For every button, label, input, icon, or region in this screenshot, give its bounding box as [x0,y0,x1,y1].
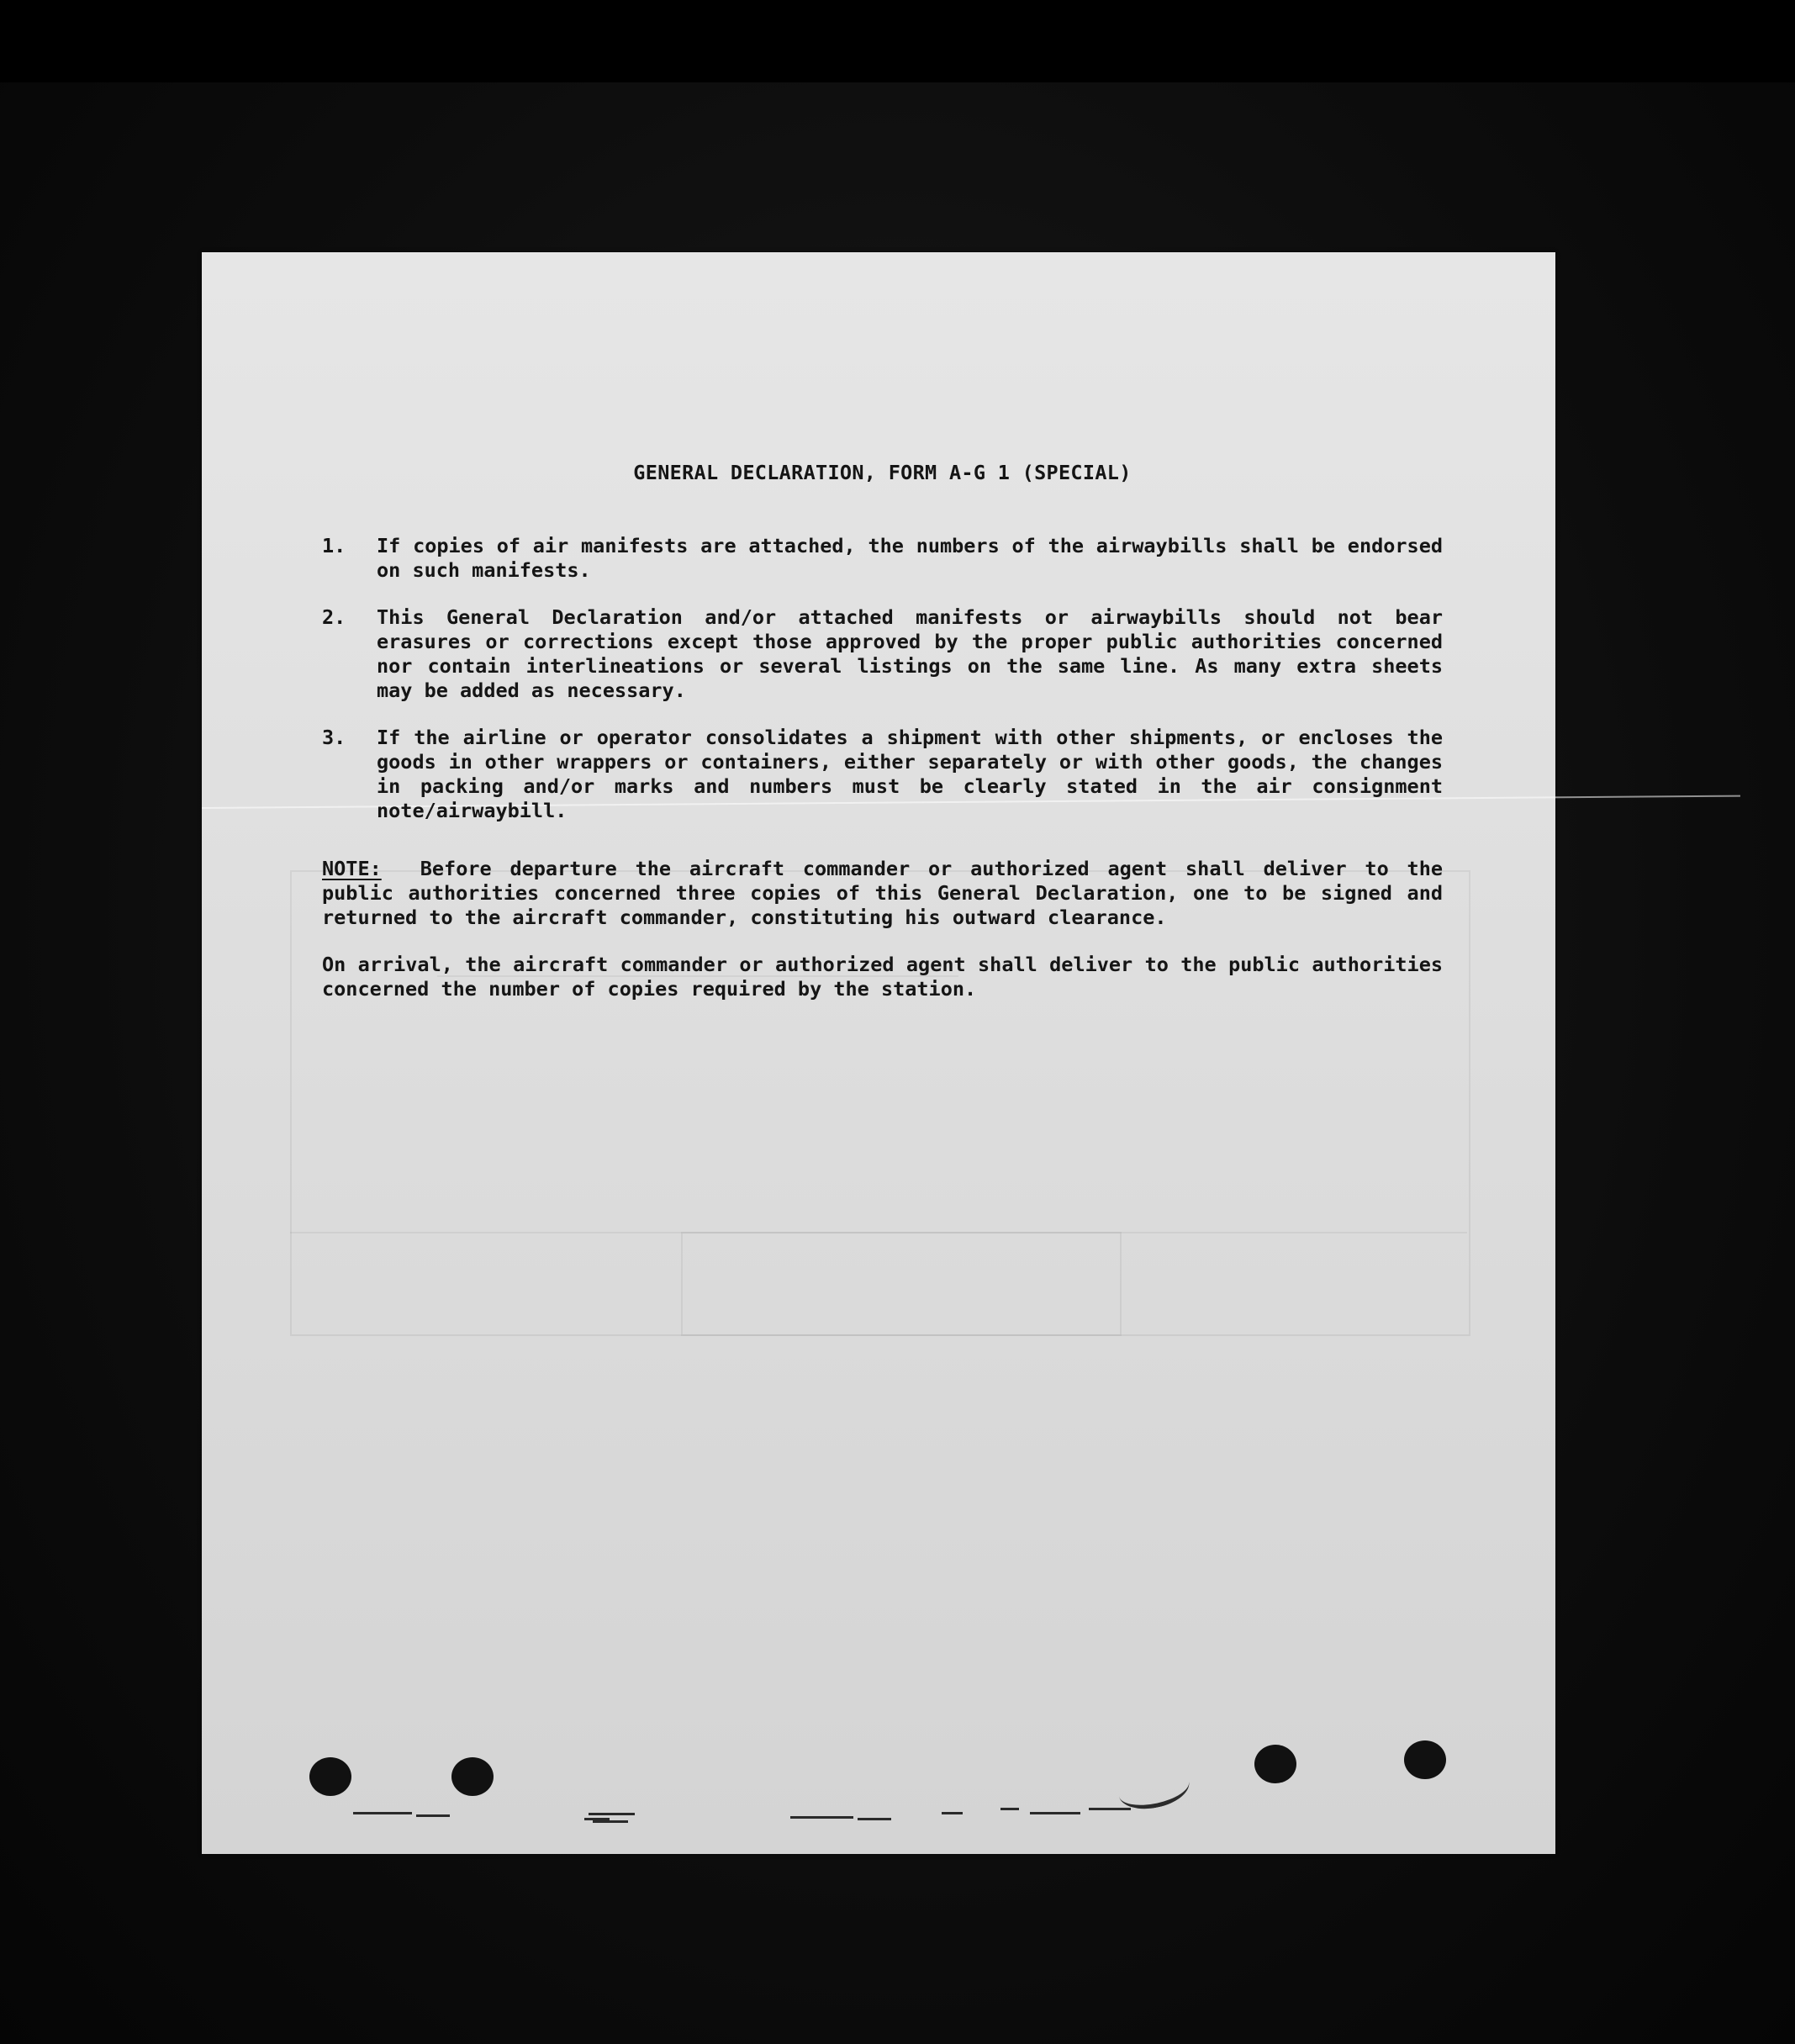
stray-mark [942,1812,963,1814]
document-title: GENERAL DECLARATION, FORM A-G 1 (SPECIAL) [633,461,1132,484]
punch-hole [1254,1745,1296,1783]
note-label: NOTE: [322,857,382,880]
item-text: If copies of air manifests are attached, the numbers of the airwaybills shall be endorsed on such manifests. [377,534,1443,582]
stray-mark [353,1812,412,1814]
scan-top-border [0,0,1795,82]
arrival-paragraph: On arrival, the aircraft commander or authorized agent shall deliver to the public authorities concerned the number of copies required by the station. [322,953,1443,1001]
punch-hole [309,1757,351,1796]
stray-mark [416,1814,450,1817]
stray-mark [858,1818,891,1820]
punch-hole [451,1757,494,1796]
instruction-item [322,605,1443,703]
stray-mark [1000,1808,1019,1810]
stray-mark [1089,1808,1131,1810]
note-paragraph [322,857,1443,930]
stray-mark [790,1816,853,1819]
document-page [202,252,1555,1854]
instruction-item [322,534,1443,583]
punch-hole [1404,1740,1446,1779]
instruction-item [322,726,1443,823]
stray-mark [1030,1812,1080,1814]
item-text: If the airline or operator consolidates a shipment with other shipments, or encloses the goods in other wrappers or containers, either separately or with other goods, the changes in packing and/or marks and numbers must be clearly stated in the air consignment note/airwaybill. [377,726,1443,822]
item-text: This General Declaration and/or attached manifests or airwaybills should not bear erasures or corrections except those approved by the proper public authorities concerned nor contain interlineations or several listings on the same line. As many extra sheets may be added as necessary. [377,605,1443,702]
show-through-cell [681,1232,1122,1336]
declaration-instructions [322,461,1443,1001]
stray-mark [593,1820,628,1823]
item-number: 3. [322,726,346,749]
stray-mark [589,1813,635,1815]
note-text: Before departure the aircraft commander or authorized agent shall deliver to the public authorities concerned three copies of this General Declaration, one to be signed and returned to the aircraft commander, constituting his outward clearance. [322,857,1443,929]
item-number: 1. [322,534,346,557]
item-number: 2. [322,605,346,629]
